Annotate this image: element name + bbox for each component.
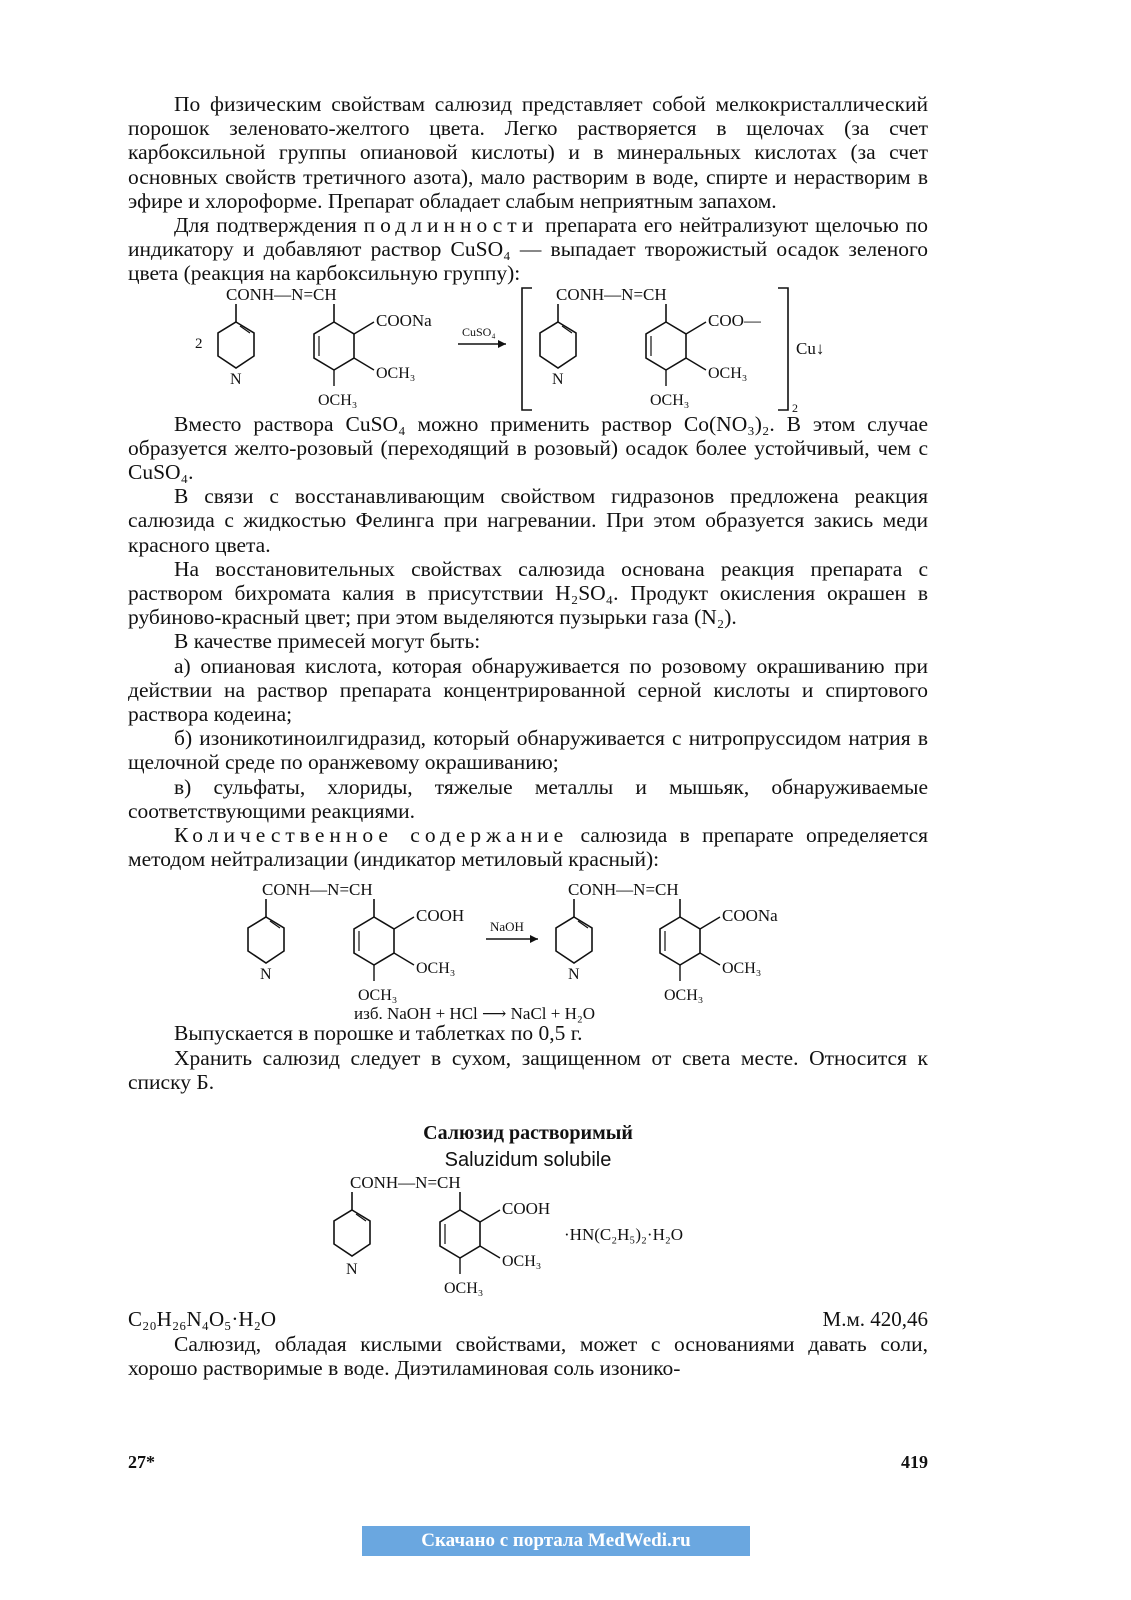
page-body (128, 92, 928, 1381)
eq1-right-group: COO— (708, 310, 761, 330)
paragraph-dichromate: На восстановительных свойствах салюзида основана реакция препарата с раствором бихромата калия в присутствии H₂SO₄. Продукт окисления окрашен в рубиново-красный цвет; при этом выделяются пузырьки газа (N₂). (128, 556, 928, 630)
eq1-right-top: CONH—N=CH (556, 284, 667, 304)
section-latin-name: Saluzidum solubile (444, 1149, 612, 1172)
sec-group: COOH (502, 1199, 551, 1219)
structure-svg-2 (128, 871, 928, 1024)
paragraph-fehling: В связи с восстанавливающим свойством гидразонов предложена реакция салюзида с жидкостью Фелинга при нагревании. При этом образуется закись меди красного цвета. (128, 484, 928, 557)
paragraph-salts: Салюзид, обладая кислыми свойствами, может с основаниями давать соли, хорошо растворимые в воде. Диэтиламиновая соль изонико- (128, 1332, 928, 1381)
eq1-left-och3-side: OCH₃ (376, 364, 416, 382)
eq1-sub2: 2 (792, 400, 798, 415)
eq1-left-top: CONH—N=CH (226, 284, 337, 304)
paragraph-quantitative: Количественное содержание салюзида в препарате определяется методом нейтрализации (индикатор метиловый красный): (128, 823, 928, 872)
eq1-reagent: CuSO₄ (462, 324, 496, 339)
eq1-n: N (230, 370, 242, 388)
eq2-right-top: CONH—N=CH (568, 880, 679, 900)
eq1-right-och3-bottom: OCH₃ (650, 391, 690, 409)
signature-mark: 27* (128, 1452, 155, 1472)
download-banner[interactable]: Скачано с портала MedWedi.ru (362, 1526, 750, 1556)
page-number: 419 (901, 1452, 928, 1472)
eq2-left-n: N (260, 966, 272, 984)
eq2-right-och3-bottom: OCH₃ (664, 987, 704, 1005)
paragraph-impurities-intro: В качестве примесей могут быть: (174, 629, 481, 654)
structure-svg-3 (128, 1174, 928, 1306)
reaction-scheme-cuso4 (128, 284, 928, 415)
eq1-num: 2 (195, 335, 203, 352)
eq2-left-top: CONH—N=CH (262, 880, 373, 900)
eq2-right-group: COONa (722, 906, 778, 926)
paragraph-authenticity: Для подтверждения подлинности препарата его нейтрализуют щелочью по индикатору и добавляют раствор CuSO₄ — выпадает творожистый осадок зеленого цвета (реакция на карбоксильную группу): (128, 213, 929, 286)
paragraph-impurity-b: б) изоникотиноилгидразид, который обнаруживается с нитропруссидом натрия в щелочной среде по оранжевому окрашиванию; (128, 726, 928, 775)
molecular-mass: М.м. 420,46 (822, 1307, 928, 1332)
sec-top: CONH—N=CH (350, 1173, 461, 1193)
paragraph-storage: Хранить салюзид следует в сухом, защищенном от света месте. Относится к списку Б. (128, 1045, 928, 1094)
eq1-right-och3-side: OCH₃ (708, 364, 748, 382)
sec-och3-side: OCH₃ (502, 1253, 542, 1271)
spaced-term: подлинности (363, 213, 539, 238)
paragraph-release-form: Выпускается в порошке и таблетках по 0,5 г. (174, 1021, 583, 1046)
paragraph-properties: По физическим свойствам салюзид представляет собой мелкокристаллический порошок зеленовато-желтого цвета. Легко растворяется в щелочах (за счет карбоксильной группы опиановой кислоты) и в минеральных кислотах (за счет основных свойств третичного азота), мало растворим в воде, спирте и нерастворим в эфире и хлороформе. Препарат обладает слабым неприятным запахом. (128, 92, 928, 213)
sec-och3-bottom: OCH₃ (444, 1280, 484, 1298)
eq1-right-n: N (552, 370, 564, 388)
formula-line (128, 1306, 928, 1332)
eq1-left-group: COONa (376, 310, 432, 330)
eq2-left-och3-side: OCH₃ (416, 960, 456, 978)
sec-salt: ·HN(C₂H₅)₂·H₂O (564, 1225, 684, 1245)
eq1-cu: Cu↓ (796, 338, 825, 358)
eq2-right-n: N (568, 966, 580, 984)
molecular-formula: C₂₀H₂₆N₄O₅·H₂O (128, 1307, 277, 1332)
paragraph-cobalt: Вместо раствора CuSO₄ можно применить раствор Co(NO₃)₂. В этом случае образуется желто-розовый (переходящий в розовый) осадок более устойчивый, чем с CuSO₄. (128, 411, 928, 485)
eq2-left-group: COOH (416, 906, 465, 926)
eq2-side-reaction: изб. NaOH + HCl ⟶ NaCl + H₂O (354, 1004, 596, 1024)
spaced-term-quant: Количественное содержание (174, 823, 569, 848)
structure-saluzid-soluble (128, 1174, 928, 1306)
reaction-scheme-naoh (128, 871, 928, 1024)
eq2-right-och3-side: OCH₃ (722, 960, 762, 978)
paragraph-impurity-c: в) сульфаты, хлориды, тяжелые металлы и мышьяк, обнаруживаемые соответствующими реакциями. (128, 774, 928, 823)
sec-n: N (346, 1261, 358, 1279)
eq2-reagent: NaOH (490, 919, 524, 935)
section-title: Салюзид растворимый (423, 1122, 633, 1145)
eq1-left-och3-bottom: OCH₃ (318, 391, 358, 409)
page-footer (128, 1452, 928, 1473)
eq2-left-och3-bottom: OCH₃ (358, 987, 398, 1005)
paragraph-impurity-a: а) опиановая кислота, которая обнаруживается по розовому окрашиванию при действии на раствор препарата концентрированной серной кислоты и спиртового раствора кодеина; (128, 653, 928, 727)
structure-svg (128, 284, 928, 415)
